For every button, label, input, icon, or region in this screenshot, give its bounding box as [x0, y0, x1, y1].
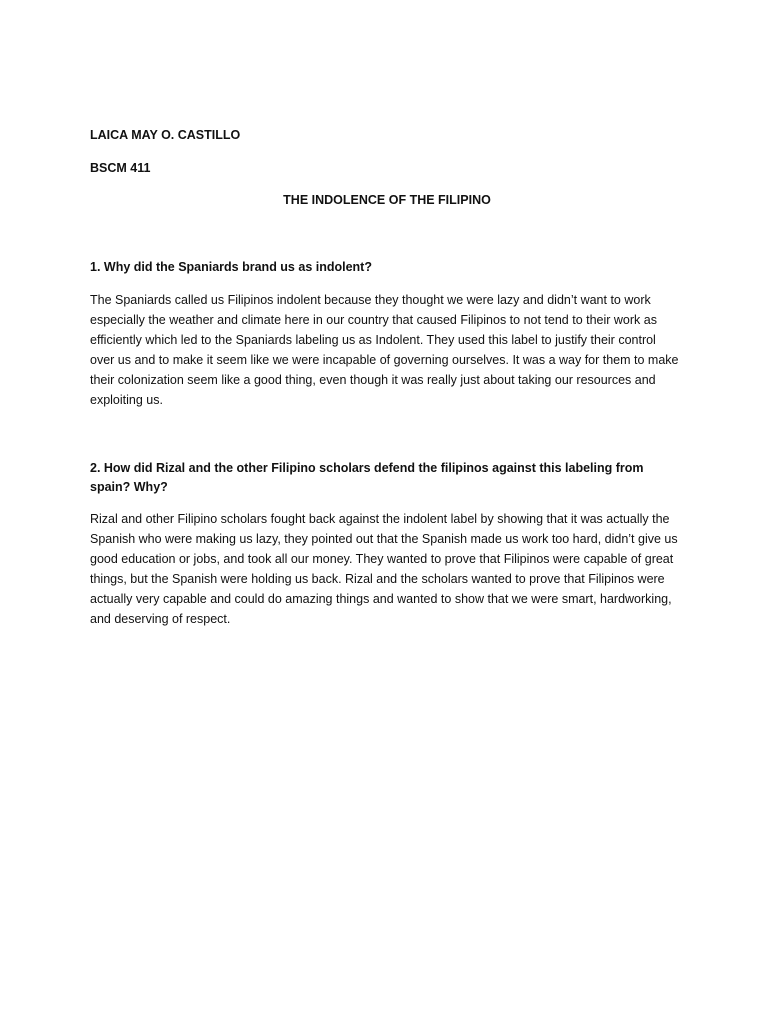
course-code: BSCM 411 [90, 161, 151, 175]
document-body [90, 127, 680, 629]
question-1: 1. Why did the Spaniards brand us as indolent? [90, 260, 372, 274]
document-title: THE INDOLENCE OF THE FILIPINO [283, 193, 491, 207]
answer-2: Rizal and other Filipino scholars fought back against the indolent label by showing that it was actually the Spanish who were making us lazy, they pointed out that the Spanish made us work too hard, didn’t give us good education or jobs, and took all our money. They wanted to prove that Filipinos were capable of great things, but the Spanish were holding us back. Rizal and the scholars wanted to prove that Filipinos were actually very capable and could do amazing things and wanted to show that we were smart, hardworking, and deserving of respect. [90, 512, 678, 626]
answer-1: The Spaniards called us Filipinos indolent because they thought we were lazy and didn’t want to work especially the weather and climate here in our country that caused Filipinos to not tend to their work as efficiently which led to the Spaniards labeling us as Indolent. They used this label to justify their control over us and to make it seem like we were incapable of governing ourselves. It was a way for them to make their colonization seem like a good thing, even though it was really just about taking our resources and exploiting us. [90, 293, 679, 407]
question-2: 2. How did Rizal and the other Filipino scholars defend the filipinos against this labeling from spain? Why? [90, 461, 644, 494]
author-name: LAICA MAY O. CASTILLO [90, 128, 241, 142]
